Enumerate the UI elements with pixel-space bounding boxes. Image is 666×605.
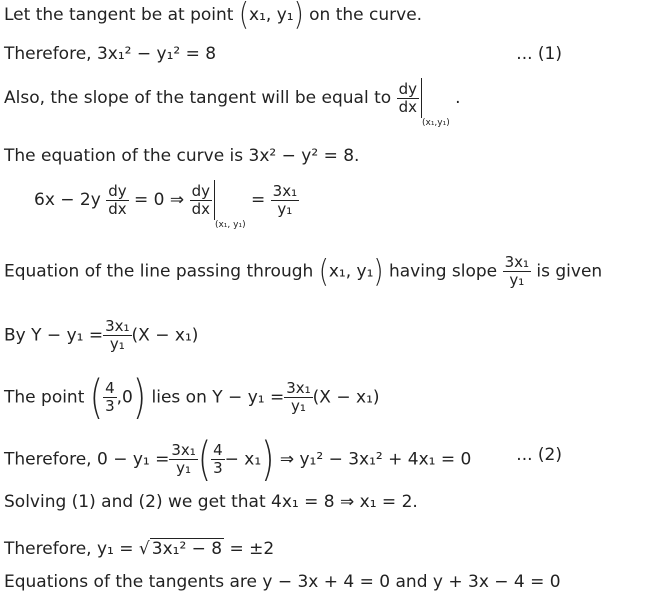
zero-coordinate: ,0 xyxy=(116,387,133,408)
slope-fraction: $\frac{\text{3x₁}}{\text{y₁}}$ xyxy=(272,181,298,218)
implies: = 0 ⇒ xyxy=(134,190,185,210)
slope-fraction: $\frac{\text{3x₁}}{\text{y₁}}$ xyxy=(286,379,311,415)
dy-dx-fraction: $\frac{dy}{dx}$ xyxy=(191,181,210,218)
dy-dx-fraction: $\frac{dy}{dx}$ xyxy=(398,79,417,116)
line-6 xyxy=(4,254,602,289)
line-3-dot: . xyxy=(455,88,461,108)
line-1-text: Let the tangent be at point xyxy=(4,5,234,25)
curve-equation: 3x² − y² = 8. xyxy=(248,146,360,166)
tangent-equation-1: y − 3x + 4 = 0 xyxy=(262,572,391,592)
evaluation-bar xyxy=(214,180,215,220)
substitution-lhs: 0 − y₁ = xyxy=(96,449,170,470)
line-2 xyxy=(4,44,216,64)
line-6-text: Equation of the line passing through xyxy=(4,261,314,282)
line-11 xyxy=(4,538,274,559)
line-9 xyxy=(4,432,472,487)
y1-result: = ±2 xyxy=(229,539,275,559)
line-10 xyxy=(4,492,418,512)
radicand: 3x₁² − 8 xyxy=(151,539,223,559)
line-7 xyxy=(4,318,198,353)
line-8-text: The point xyxy=(4,387,85,408)
solution-x1: 4x₁ = 8 ⇒ x₁ = 2. xyxy=(271,492,418,512)
and-word: and xyxy=(395,572,428,592)
equation-1: 3x₁² − y₁² = 8 xyxy=(96,44,217,64)
line-eq-rhs: (X − x₁) xyxy=(312,387,380,408)
line-7-text: By xyxy=(4,325,26,346)
line-eq-lhs: Y − y₁ = xyxy=(31,325,104,346)
close-paren: ) xyxy=(293,0,304,33)
four-thirds-fraction: $\frac{4}{3}$ xyxy=(105,379,115,415)
close-paren: ) xyxy=(373,253,384,290)
equation-tag-1: ... (1) xyxy=(516,44,562,64)
slope-fraction: $\frac{\text{3x₁}}{\text{y₁}}$ xyxy=(504,253,529,289)
evaluation-bar xyxy=(421,78,422,118)
line-4-text: The equation of the curve is xyxy=(4,146,244,166)
line-1 xyxy=(4,0,423,33)
line-1-tail: on the curve. xyxy=(309,5,423,25)
open-paren: ( xyxy=(197,432,212,487)
open-paren: ( xyxy=(318,253,329,290)
tangent-equation-2: y + 3x − 4 = 0 xyxy=(432,572,561,592)
evaluation-point: (x₁,y₁) xyxy=(421,118,450,128)
line-9-text: Therefore, xyxy=(4,449,92,470)
line-12 xyxy=(4,572,561,592)
four-thirds-fraction: $\frac{4}{3}$ xyxy=(213,441,223,477)
open-paren: ( xyxy=(238,0,250,33)
line-5 xyxy=(34,180,299,235)
evaluation-point: (x₁, y₁) xyxy=(214,220,246,230)
close-paren: ) xyxy=(261,432,275,487)
line-3 xyxy=(4,78,461,133)
point-x1-y1: x₁, y₁ xyxy=(328,261,374,282)
line-3-text: Also, the slope of the tangent will be equal to xyxy=(4,88,392,108)
derivative-lhs: 6x − 2y xyxy=(34,190,101,210)
line-eq-rhs: (X − x₁) xyxy=(131,325,199,346)
point-x1-y1: x₁, y₁ xyxy=(249,5,294,25)
line-2-text: Therefore, xyxy=(4,44,92,64)
minus-x1: − x₁ xyxy=(224,449,262,470)
sqrt-sign: √ xyxy=(138,539,150,559)
y1-lhs: y₁ = xyxy=(96,539,134,559)
close-paren: ) xyxy=(132,370,147,425)
equals: = xyxy=(251,190,266,210)
line-12-text: Equations of the tangents are xyxy=(4,572,257,592)
equation-2: ⇒ y₁² − 3x₁² + 4x₁ = 0 xyxy=(279,449,472,470)
line-8-mid: lies on xyxy=(151,387,207,408)
line-6-tail: is given xyxy=(536,261,603,282)
line-4 xyxy=(4,146,359,166)
line-10-text: Solving (1) and (2) we get that xyxy=(4,492,266,512)
open-paren: ( xyxy=(89,370,104,425)
line-eq-lhs: Y − y₁ = xyxy=(212,387,285,408)
slope-fraction: $\frac{\text{3x₁}}{\text{y₁}}$ xyxy=(171,441,196,477)
line-6-mid: having slope xyxy=(388,261,498,282)
slope-fraction: $\frac{\text{3x₁}}{\text{y₁}}$ xyxy=(105,317,130,353)
dy-dx-fraction: $\frac{dy}{dx}$ xyxy=(108,181,127,218)
line-11-text: Therefore, xyxy=(4,539,92,559)
line-8 xyxy=(4,370,380,425)
equation-tag-2: ... (2) xyxy=(516,445,562,465)
